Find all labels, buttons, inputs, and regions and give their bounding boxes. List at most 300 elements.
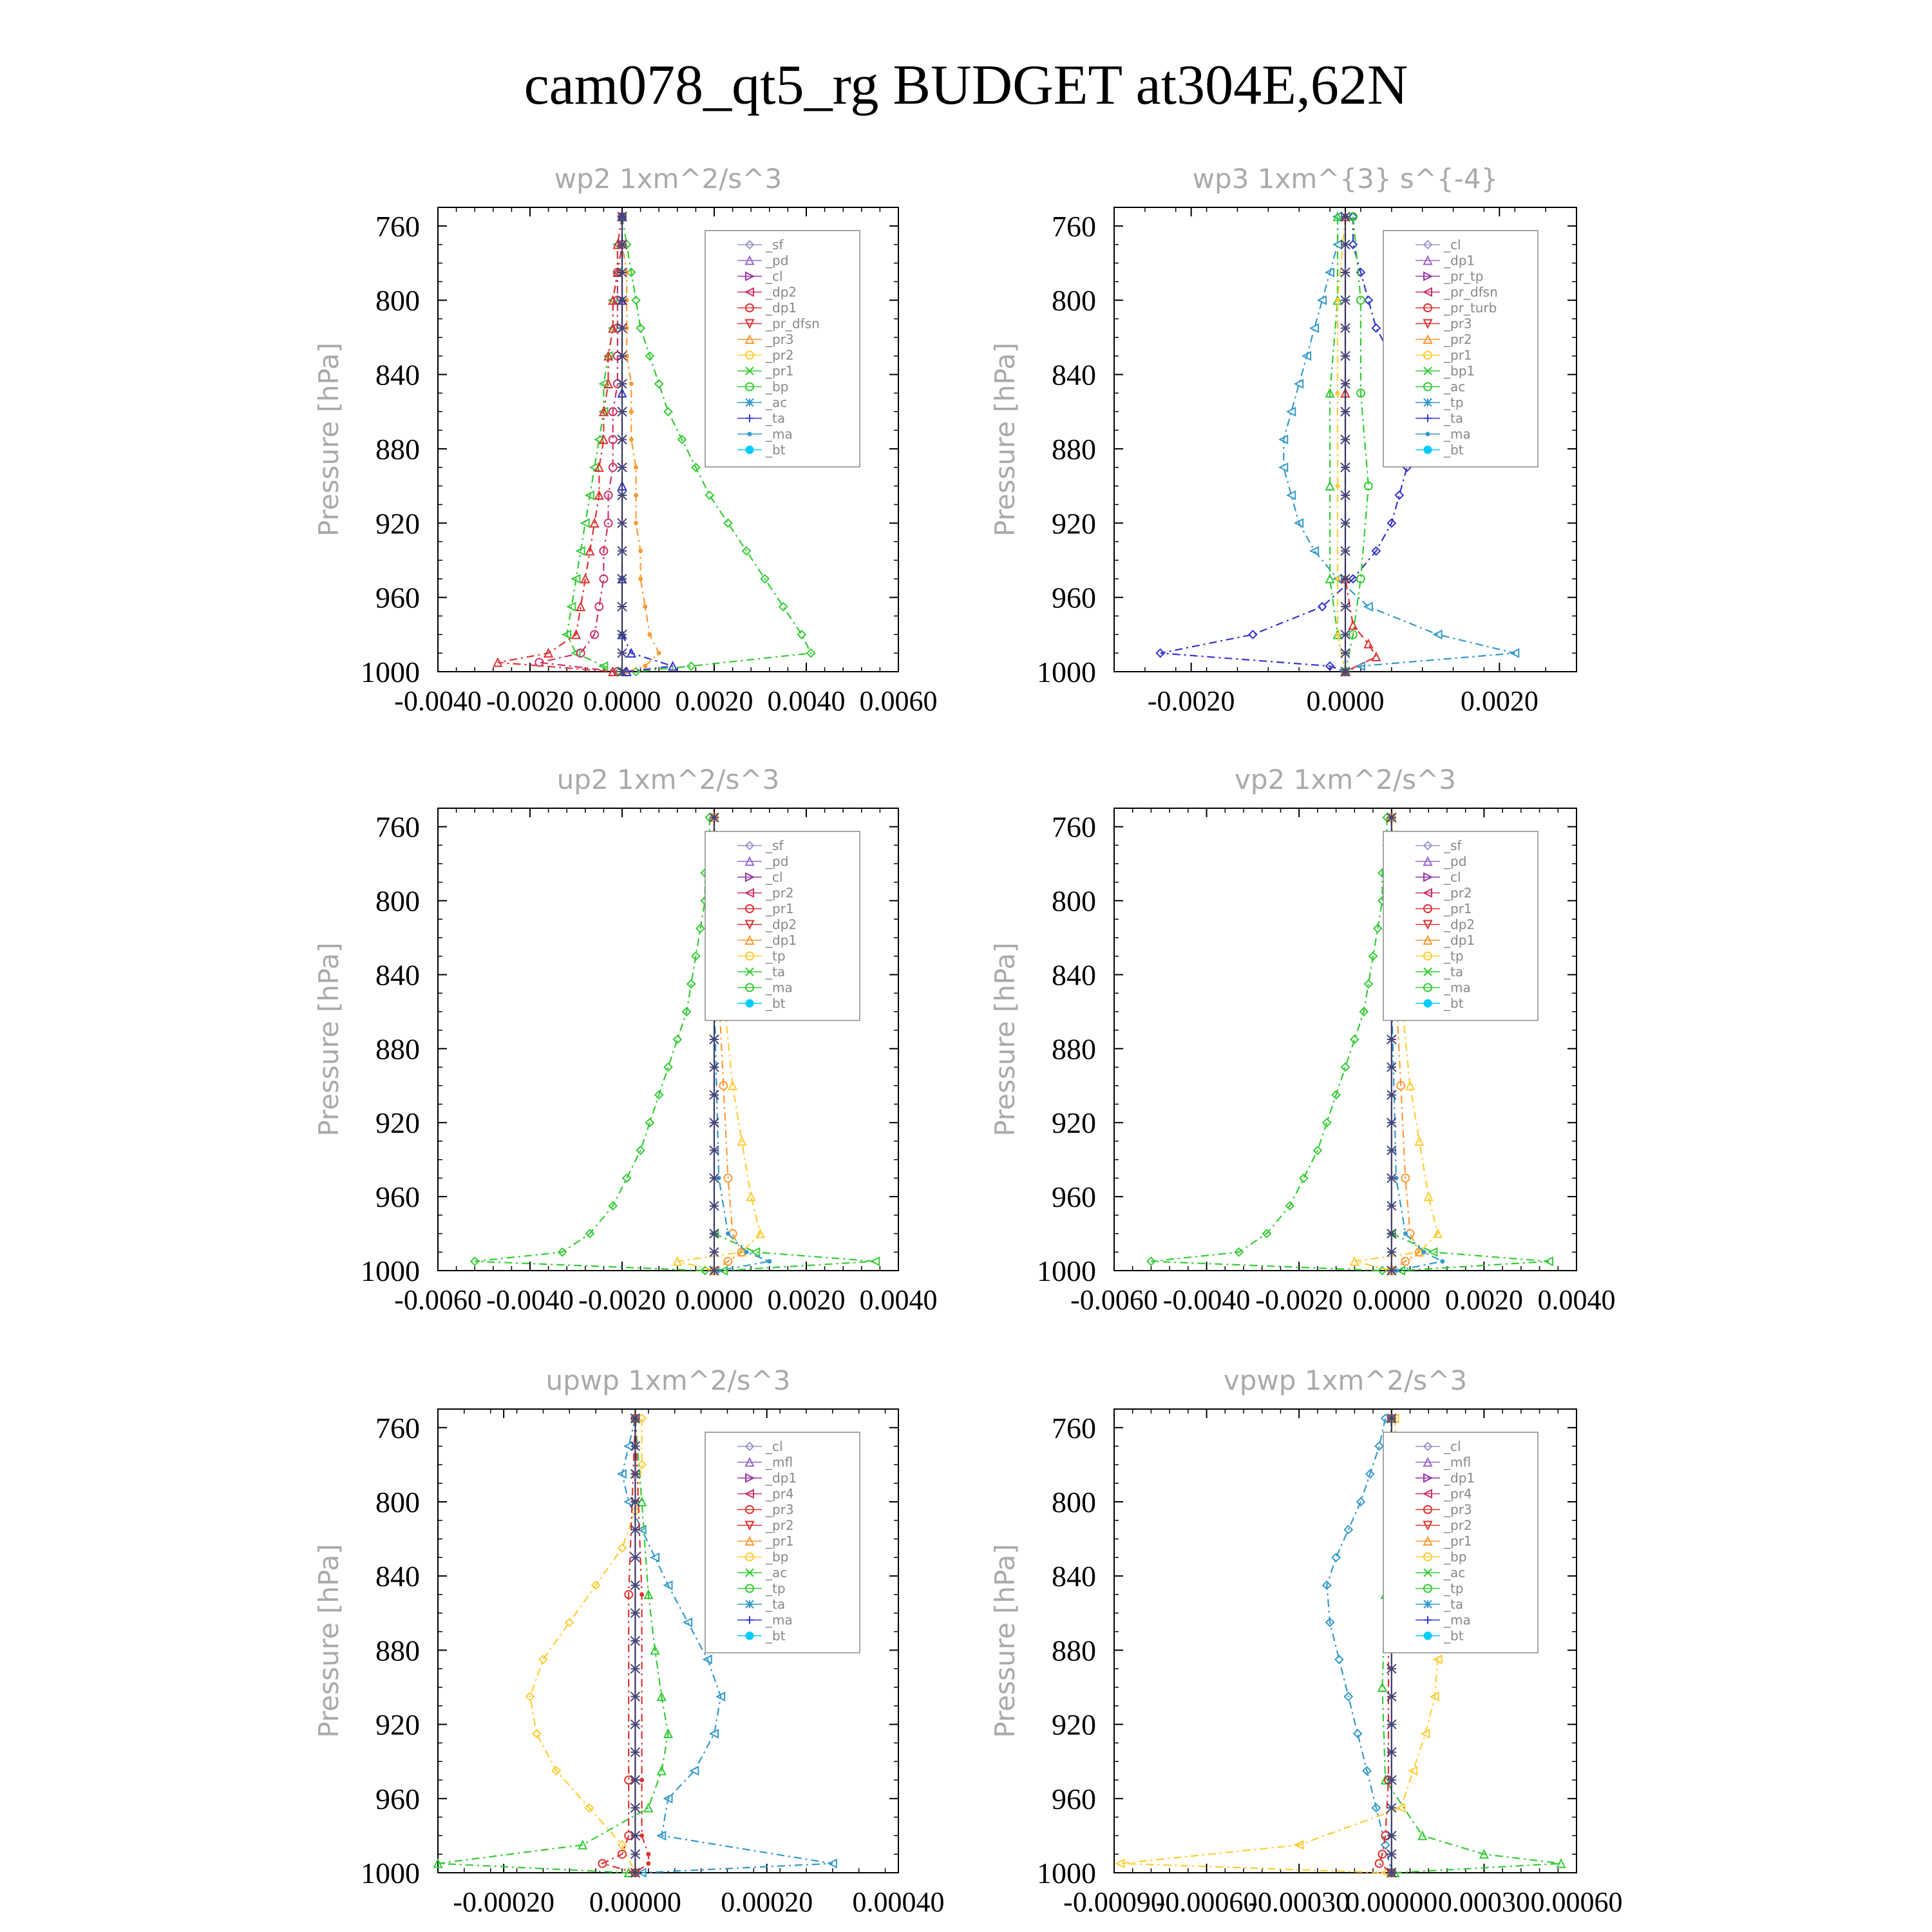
legend-marker — [746, 1632, 753, 1640]
y-tick-label: 760 — [375, 209, 420, 243]
series-dp1 — [494, 213, 626, 676]
legend-label: _pr2 — [1444, 885, 1472, 901]
y-tick-label: 760 — [1052, 1411, 1096, 1444]
data-point — [1387, 1850, 1396, 1859]
x-tick-label: 0.0020 — [1444, 1284, 1523, 1316]
y-tick-label: 920 — [1052, 1708, 1096, 1741]
data-point — [618, 518, 627, 527]
data-point — [710, 1146, 719, 1155]
legend-label: _ta — [766, 1596, 786, 1612]
legend-label: _bt — [1444, 996, 1464, 1011]
series-dp1 — [471, 813, 714, 1274]
legend-label: _sf — [766, 237, 784, 252]
x-tick-label: 0.00060 — [1530, 1886, 1623, 1918]
data-point — [871, 1258, 879, 1265]
y-axis-label: Pressure [hPa] — [313, 1544, 345, 1738]
y-tick-label: 1000 — [1037, 656, 1096, 688]
series-pr1 — [526, 1414, 646, 1877]
legend-label: _ta — [1444, 964, 1464, 980]
legend-label: _pr_dfsn — [1444, 284, 1498, 300]
data-point — [1387, 1247, 1396, 1256]
legend-label: _bp — [766, 1549, 789, 1565]
legend-label: _cl — [766, 1439, 783, 1454]
y-tick-label: 920 — [375, 1708, 420, 1741]
legend-label: _pr2 — [766, 347, 794, 363]
y-tick-label: 960 — [375, 1782, 420, 1815]
legend-label: _pr_dfsn — [766, 316, 820, 332]
series-line — [635, 1418, 649, 1873]
data-point — [1419, 1832, 1426, 1839]
data-point — [630, 1609, 639, 1618]
legend-label: _pr1 — [1444, 347, 1472, 363]
legend-label: _mfl — [1444, 1454, 1472, 1470]
data-point — [1341, 352, 1350, 361]
legend — [705, 231, 860, 467]
data-point — [655, 380, 663, 388]
data-point — [1387, 1090, 1396, 1099]
data-point — [657, 651, 661, 655]
legend-marker — [1424, 1600, 1432, 1608]
data-point — [1341, 463, 1350, 472]
legend-label: _pr2 — [766, 885, 794, 901]
legend-label: _pr1 — [766, 1533, 794, 1549]
data-point — [1336, 391, 1340, 395]
data-point — [618, 574, 627, 583]
data-point — [618, 352, 627, 361]
legend-label: _bt — [1444, 442, 1464, 458]
data-point — [1341, 212, 1350, 221]
data-point — [1387, 1748, 1396, 1757]
series-bt — [630, 1414, 639, 1877]
data-point — [1341, 574, 1350, 583]
x-tick-label: 0.0040 — [1537, 1284, 1616, 1316]
legend-label: _pr3 — [1444, 1502, 1472, 1517]
data-point — [1311, 547, 1318, 555]
y-tick-label: 920 — [375, 507, 420, 540]
data-point — [710, 1063, 719, 1072]
data-point — [618, 667, 627, 676]
data-point — [582, 519, 589, 527]
legend — [705, 1432, 860, 1653]
data-point — [640, 1593, 644, 1596]
legend — [705, 831, 860, 1021]
data-point — [1311, 324, 1318, 332]
legend-label: _cl — [766, 869, 783, 885]
legend-label: _mfl — [766, 1454, 793, 1470]
data-point — [630, 1831, 639, 1840]
data-point — [1336, 577, 1340, 581]
legend-label: _dp1 — [1444, 1470, 1475, 1486]
data-point — [618, 240, 627, 249]
data-point — [687, 980, 695, 988]
data-point — [1300, 1174, 1307, 1182]
y-tick-label: 760 — [1052, 209, 1096, 243]
x-tick-label: 0.0040 — [767, 685, 846, 717]
x-tick-label: 0.0000 — [1352, 1284, 1431, 1316]
legend-label: _ma — [1444, 426, 1471, 442]
data-point — [768, 1260, 772, 1264]
legend-marker — [746, 1600, 753, 1608]
data-point — [618, 212, 627, 221]
legend-label: _pr3 — [766, 332, 794, 347]
legend-label: _tp — [1444, 1580, 1464, 1596]
data-point — [1387, 1803, 1396, 1812]
y-tick-label: 880 — [375, 432, 420, 466]
y-tick-label: 960 — [1052, 581, 1096, 614]
data-point — [1326, 482, 1334, 490]
x-tick-label: -0.0020 — [1255, 1284, 1343, 1316]
data-point — [647, 1852, 650, 1856]
data-point — [639, 577, 643, 581]
y-tick-label: 760 — [1052, 810, 1096, 844]
data-point — [1336, 632, 1340, 636]
y-tick-label: 760 — [375, 1411, 420, 1444]
x-tick-label: 0.0020 — [675, 685, 753, 717]
data-point — [710, 813, 719, 822]
legend-label: _dp1 — [766, 933, 797, 948]
series-line — [438, 1418, 668, 1873]
x-tick-label: 0.00020 — [721, 1886, 813, 1918]
data-point — [1387, 1118, 1396, 1127]
y-tick-label: 880 — [375, 1634, 420, 1667]
data-point — [1387, 1776, 1396, 1785]
legend-label: _tp — [1444, 395, 1464, 410]
legend-label: _pr_tp — [1444, 269, 1484, 284]
legend-label: _pr1 — [766, 901, 794, 916]
series-dp1 — [1147, 813, 1390, 1274]
legend-label: _bt — [766, 442, 786, 458]
y-tick-label: 840 — [375, 958, 420, 992]
data-point — [630, 1525, 639, 1534]
legend-label: _tp — [1444, 948, 1464, 964]
legend-label: _pr_turb — [1444, 300, 1497, 316]
data-point — [710, 1090, 719, 1099]
data-point — [744, 1250, 748, 1254]
legend-label: _ma — [1444, 1612, 1471, 1628]
legend-marker — [1424, 446, 1432, 454]
legend-label: _sf — [766, 838, 784, 853]
data-point — [1341, 1063, 1349, 1071]
data-point — [1387, 1173, 1396, 1182]
y-tick-label: 880 — [1052, 432, 1096, 466]
data-point — [1341, 667, 1350, 676]
data-point — [665, 1063, 672, 1071]
legend-label: _pd — [1444, 853, 1467, 869]
data-point — [630, 1692, 639, 1701]
series-line — [1327, 1418, 1392, 1873]
data-point — [640, 1778, 644, 1782]
y-tick-label: 840 — [375, 1560, 420, 1593]
y-axis-label: Pressure [hPa] — [313, 342, 345, 537]
data-point — [1387, 1229, 1396, 1238]
data-point — [1422, 1250, 1426, 1254]
data-point — [1341, 630, 1350, 639]
data-point — [630, 1776, 639, 1785]
data-point — [1387, 1664, 1396, 1673]
x-tick-label: -0.00060 — [1155, 1886, 1258, 1918]
data-point — [630, 1414, 639, 1423]
legend-label: _dp1 — [766, 1470, 797, 1486]
y-tick-label: 880 — [375, 1032, 420, 1066]
legend-marker — [1424, 999, 1432, 1007]
panel-3 — [313, 764, 938, 1316]
y-tick-label: 880 — [1052, 1032, 1096, 1066]
y-tick-label: 960 — [1052, 1782, 1096, 1815]
series-ta — [618, 213, 677, 676]
data-point — [1378, 1683, 1386, 1691]
legend-label: _ta — [1444, 410, 1464, 426]
series-dp2 — [535, 213, 626, 676]
data-point — [665, 408, 672, 415]
data-point — [710, 1035, 719, 1044]
data-point — [1387, 1720, 1396, 1729]
legend-label: _bt — [766, 996, 786, 1011]
data-point — [1403, 1232, 1407, 1236]
data-point — [1387, 1266, 1396, 1275]
legend-label: _ma — [766, 980, 793, 996]
y-tick-label: 920 — [1052, 507, 1096, 540]
data-point — [577, 649, 585, 657]
legend-label: _ma — [1444, 980, 1471, 996]
y-tick-label: 800 — [1052, 1486, 1096, 1519]
legend-marker — [1426, 432, 1430, 436]
data-point — [1365, 296, 1372, 304]
legend-label: _ta — [766, 410, 786, 426]
legend-label: _cl — [1444, 869, 1461, 885]
legend-label: _dp2 — [766, 916, 797, 933]
data-point — [630, 1720, 639, 1729]
y-tick-label: 960 — [1052, 1180, 1096, 1214]
legend-label: _pr4 — [1444, 1486, 1472, 1502]
data-point — [629, 410, 633, 413]
series-bt — [1341, 212, 1350, 676]
data-point — [630, 1442, 639, 1451]
panel-title: vp2 1xm^2/s^3 — [1235, 764, 1456, 795]
x-tick-label: -0.0020 — [486, 685, 574, 717]
data-point — [618, 268, 627, 277]
y-tick-label: 800 — [1052, 884, 1096, 918]
y-tick-label: 1000 — [361, 656, 420, 688]
legend-label: _pd — [766, 853, 789, 869]
legend-label: _cl — [1444, 237, 1461, 252]
legend-label: _ac — [1444, 379, 1466, 395]
legend-label: _bt — [766, 1628, 786, 1643]
data-point — [618, 630, 627, 639]
legend-marker — [1424, 399, 1432, 406]
data-point — [1295, 380, 1303, 388]
data-point — [710, 1118, 719, 1127]
data-point — [618, 463, 627, 472]
legend-label: _dp1 — [1444, 252, 1475, 269]
panel-title: wp2 1xm^2/s^3 — [554, 163, 782, 194]
data-point — [618, 407, 627, 416]
legend-label: _pr2 — [766, 1517, 794, 1533]
data-point — [630, 1748, 639, 1757]
data-point — [618, 1544, 626, 1552]
legend-marker — [746, 399, 753, 406]
data-point — [1341, 649, 1350, 658]
legend-label: _ac — [766, 395, 788, 410]
legend-label: _pr2 — [1444, 1517, 1472, 1533]
y-tick-label: 880 — [1052, 1634, 1096, 1667]
data-point — [630, 1868, 639, 1877]
data-point — [687, 662, 695, 670]
legend — [1383, 1432, 1538, 1653]
panel-2 — [989, 163, 1577, 717]
data-point — [1387, 1063, 1396, 1072]
data-point — [1341, 435, 1350, 444]
x-tick-label: 0.00000 — [589, 1886, 681, 1918]
legend-label: _ma — [766, 426, 793, 442]
x-tick-label: -0.0020 — [578, 1284, 666, 1316]
data-point — [1387, 1868, 1396, 1877]
panel-5 — [313, 1365, 945, 1918]
x-tick-label: 0.0060 — [859, 685, 938, 717]
x-tick-label: -0.00030 — [1248, 1886, 1350, 1918]
legend-label: _pr3 — [1444, 316, 1472, 332]
legend-marker — [746, 446, 753, 454]
series-pr1 — [563, 213, 626, 676]
data-point — [1341, 407, 1350, 416]
y-tick-label: 840 — [1052, 958, 1096, 992]
data-point — [630, 1497, 639, 1506]
data-point — [648, 632, 652, 636]
legend-label: _pr1 — [1444, 901, 1472, 916]
data-point — [1336, 484, 1340, 488]
data-point — [640, 1833, 644, 1837]
data-point — [1341, 296, 1350, 305]
data-point — [651, 1553, 659, 1561]
x-tick-label: 0.0000 — [675, 1284, 753, 1316]
y-tick-label: 1000 — [1037, 1857, 1096, 1889]
data-point — [1406, 1082, 1414, 1090]
data-point — [798, 630, 806, 638]
y-tick-label: 960 — [375, 581, 420, 614]
data-point — [1387, 813, 1396, 822]
data-point — [630, 1850, 639, 1859]
x-tick-label: 0.0000 — [1306, 685, 1385, 717]
y-axis-label: Pressure [hPa] — [313, 942, 345, 1137]
legend-label: _dp1 — [766, 300, 797, 316]
x-tick-label: 0.00040 — [852, 1886, 945, 1918]
y-tick-label: 760 — [375, 810, 420, 844]
data-point — [634, 493, 638, 497]
x-tick-label: -0.00020 — [453, 1886, 554, 1918]
panel-title: wp3 1xm^{3} s^{-4} — [1192, 163, 1499, 194]
data-point — [1341, 602, 1350, 611]
data-point — [618, 379, 627, 388]
data-point — [1372, 653, 1380, 661]
legend-label: _bt — [1444, 1628, 1464, 1643]
x-tick-label: -0.0060 — [394, 1284, 482, 1316]
data-point — [1341, 491, 1350, 500]
series-line — [475, 817, 710, 1271]
data-point — [710, 1247, 719, 1256]
data-point — [618, 649, 627, 658]
y-tick-label: 840 — [375, 358, 420, 392]
data-point — [729, 1082, 737, 1090]
data-point — [1318, 296, 1326, 304]
y-axis-label: Pressure [hPa] — [989, 1544, 1021, 1738]
data-point — [630, 1581, 639, 1590]
legend-label: _pr4 — [766, 1486, 794, 1502]
data-point — [634, 521, 638, 525]
x-tick-label: 0.0040 — [859, 1284, 938, 1316]
series-line — [498, 216, 622, 672]
data-point — [630, 1470, 639, 1479]
data-point — [1387, 1414, 1396, 1423]
y-axis-label: Pressure [hPa] — [989, 342, 1021, 537]
data-point — [1376, 1443, 1383, 1450]
data-point — [618, 296, 627, 305]
data-point — [630, 1636, 639, 1645]
x-tick-label: -0.0040 — [394, 685, 482, 717]
data-point — [1341, 379, 1350, 388]
legend-marker — [746, 999, 753, 1007]
legend-label: _cl — [1444, 1439, 1461, 1454]
legend-label: _dp1 — [1444, 933, 1475, 948]
x-tick-label: -0.0020 — [1147, 685, 1235, 717]
data-point — [647, 1862, 650, 1866]
data-point — [1387, 1201, 1396, 1210]
data-point — [1372, 324, 1380, 332]
figure-title: cam078_qt5_rg BUDGET at304E,62N — [524, 54, 1408, 117]
y-tick-label: 960 — [375, 1180, 420, 1214]
x-tick-label: -0.0060 — [1070, 1284, 1158, 1316]
data-point — [618, 547, 627, 556]
data-point — [1341, 547, 1350, 556]
data-point — [639, 549, 643, 553]
data-point — [1387, 1692, 1396, 1701]
legend-label: _pd — [766, 252, 789, 269]
data-point — [630, 1664, 639, 1673]
legend-label: _pr1 — [1444, 1533, 1472, 1549]
data-point — [1341, 323, 1350, 332]
panel-title: vpwp 1xm^2/s^3 — [1223, 1365, 1468, 1396]
legend-label: _pr3 — [766, 1502, 794, 1517]
data-point — [629, 382, 633, 386]
data-point — [1287, 491, 1295, 499]
data-point — [710, 1266, 719, 1275]
data-point — [630, 1803, 639, 1812]
legend-label: _ac — [766, 1565, 788, 1580]
panel-title: up2 1xm^2/s^3 — [556, 764, 780, 795]
data-point — [1336, 298, 1340, 302]
data-point — [724, 519, 732, 527]
data-point — [1349, 621, 1357, 629]
legend-label: _ta — [766, 964, 786, 980]
panel-4 — [989, 764, 1616, 1316]
legend-label: _bp — [766, 379, 789, 395]
panel-6 — [989, 1365, 1623, 1918]
y-tick-label: 800 — [375, 284, 420, 317]
x-tick-label: 0.00000 — [1345, 1886, 1438, 1918]
legend-label: _ma — [766, 1612, 793, 1628]
data-point — [643, 664, 647, 668]
y-tick-label: 840 — [1052, 1560, 1096, 1593]
data-point — [1365, 980, 1372, 988]
y-tick-label: 800 — [375, 1486, 420, 1519]
data-point — [1387, 1831, 1396, 1840]
y-tick-label: 800 — [375, 884, 420, 918]
legend-label: _bp1 — [1444, 363, 1475, 379]
data-point — [710, 1229, 719, 1238]
x-tick-label: 0.0020 — [767, 1284, 846, 1316]
data-point — [1441, 1260, 1444, 1264]
series-line — [622, 216, 673, 672]
legend-label: _dp2 — [766, 284, 797, 300]
legend-label: _tp — [766, 948, 786, 964]
